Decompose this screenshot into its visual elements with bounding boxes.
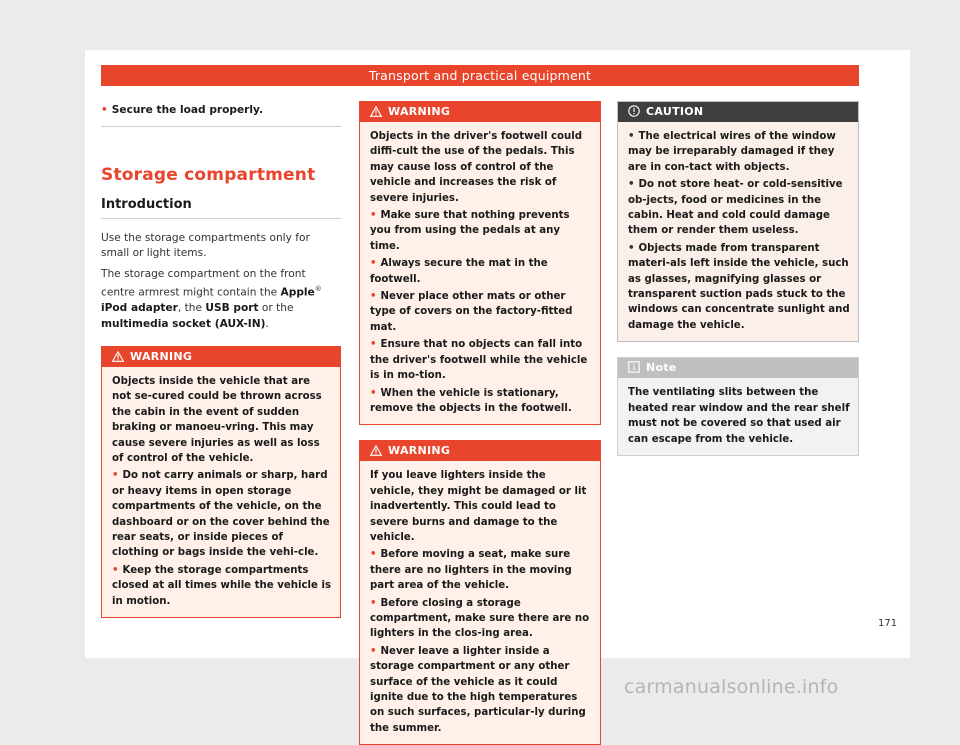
- warning-bullet: • Ensure that no objects can fall into the driver's footwell while the vehicle is in mo-tion.: [370, 339, 588, 382]
- bullet-icon: •: [112, 470, 119, 482]
- note-box: [617, 357, 859, 456]
- warning-bullet: • Never place other mats or other type of covers on the factory-fitted mat.: [370, 291, 573, 333]
- info-icon: [628, 361, 640, 373]
- warning-body: [360, 122, 600, 424]
- bullet-icon: •: [370, 645, 377, 657]
- warning-bullet: • Always secure the mat in the footwell.: [370, 258, 548, 285]
- chapter-header: Transport and practical equipment: [101, 65, 859, 86]
- caution-box: [617, 101, 859, 342]
- watermark-text: carmanualsonline.info: [624, 676, 839, 698]
- warning-bullet: • When the vehicle is stationary, remove the objects in the footwell.: [370, 387, 572, 414]
- intro-text: [101, 231, 341, 332]
- bullet-icon: •: [628, 179, 635, 191]
- column-left: [101, 96, 341, 618]
- warning-intro: Objects in the driver's footwell could diffi-cult the use of the pedals. This may cause loss of control of the vehicle and increases the risk of severe injuries.: [370, 131, 583, 204]
- warning-bullet: • Before closing a storage compartment, make sure there are no lighters in the clos-ing area.: [370, 597, 590, 640]
- bullet-icon: •: [370, 339, 377, 351]
- caution-circle-icon: [628, 105, 640, 117]
- secure-load-bullet: • Secure the load properly.: [101, 96, 341, 127]
- warning-bullet: • Before moving a seat, make sure there are no lighters in the moving part area of the vehicle.: [370, 549, 572, 592]
- column-middle: [359, 101, 601, 745]
- note-text: The ventilating slits between the heated rear window and the rear shelf must not be covered so that used air can escape from the vehicle.: [628, 387, 850, 445]
- warning-intro: If you leave lighters inside the vehicle, they might be damaged or lit inadvertently. This could lead to severe burns and damage to the vehicle.: [370, 470, 587, 543]
- caution-bullet: • Do not store heat- or cold-sensitive ob-jects, food or medicines in the cabin. Heat and cold could damage them or render them useless.: [628, 179, 843, 237]
- caution-body: [618, 122, 858, 341]
- warning-bullet: • Keep the storage compartments closed at all times while the vehicle is in motion.: [112, 564, 332, 607]
- intro-paragraph-1: Use the storage compartments only for small or light items.: [101, 232, 310, 260]
- caution-bullet: • The electrical wires of the window may be irreparably damaged if they are in con-tact with objects.: [628, 131, 836, 173]
- note-header: Note: [618, 358, 858, 378]
- bullet-icon: •: [370, 291, 377, 303]
- bullet-icon: •: [370, 387, 377, 399]
- warning-box-footwell: [359, 101, 601, 425]
- intro-paragraph-2: The storage compartment on the front centre armrest might contain the Apple® iPod adapter, the USB port or the multimedia socket (AUX-IN).: [101, 267, 322, 330]
- warning-bullet: • Make sure that nothing prevents you from using the pedals at any time.: [370, 210, 570, 252]
- section-title: Storage compartment: [101, 165, 316, 185]
- warning-bullet: • Never leave a lighter inside a storage compartment or any other surface of the vehicle as it could ignite due to the high temperatures on such surfaces, particular-ly during the summer.: [370, 645, 586, 734]
- bullet-icon: •: [370, 549, 377, 561]
- page-number: 171: [878, 618, 898, 629]
- warning-box-loose-objects: [101, 346, 341, 618]
- sub-title: Introduction: [101, 197, 341, 219]
- warning-triangle-icon: [112, 351, 124, 362]
- bullet-icon: •: [112, 564, 119, 576]
- warning-header: WARNING: [102, 347, 340, 367]
- warning-box-lighters: [359, 440, 601, 745]
- caution-header: CAUTION: [618, 102, 858, 122]
- warning-header: WARNING: [360, 102, 600, 122]
- warning-body: [360, 461, 600, 744]
- bullet-icon: •: [370, 210, 377, 222]
- warning-triangle-icon: [370, 445, 382, 456]
- warning-body: [102, 367, 340, 617]
- warning-triangle-icon: [370, 106, 382, 117]
- warning-bullet: • Do not carry animals or sharp, hard or heavy items in open storage compartments of the vehicle, on the dashboard or on the cover behind the rear seats, or inside pieces of clothing or bags inside the vehi-cle.: [112, 470, 330, 559]
- bullet-icon: •: [370, 597, 377, 609]
- note-body: [618, 378, 858, 455]
- warning-header: WARNING: [360, 441, 600, 461]
- bullet-icon: •: [628, 242, 635, 254]
- warning-intro: Objects inside the vehicle that are not se-cured could be thrown across the cabin in the event of sudden braking or manoeu-vring. This may cause severe injuries as well as loss of control of the vehicle.: [112, 375, 322, 464]
- bullet-icon: •: [101, 104, 108, 116]
- bullet-icon: •: [628, 131, 635, 142]
- bullet-icon: •: [370, 258, 377, 270]
- column-right: [617, 101, 859, 456]
- caution-bullet: • Objects made from transparent materi-als left inside the vehicle, such as glasses, magnifying glasses or transparent suction pads stuck to the windows can concentrate sunlight and damage the vehicle.: [628, 242, 850, 331]
